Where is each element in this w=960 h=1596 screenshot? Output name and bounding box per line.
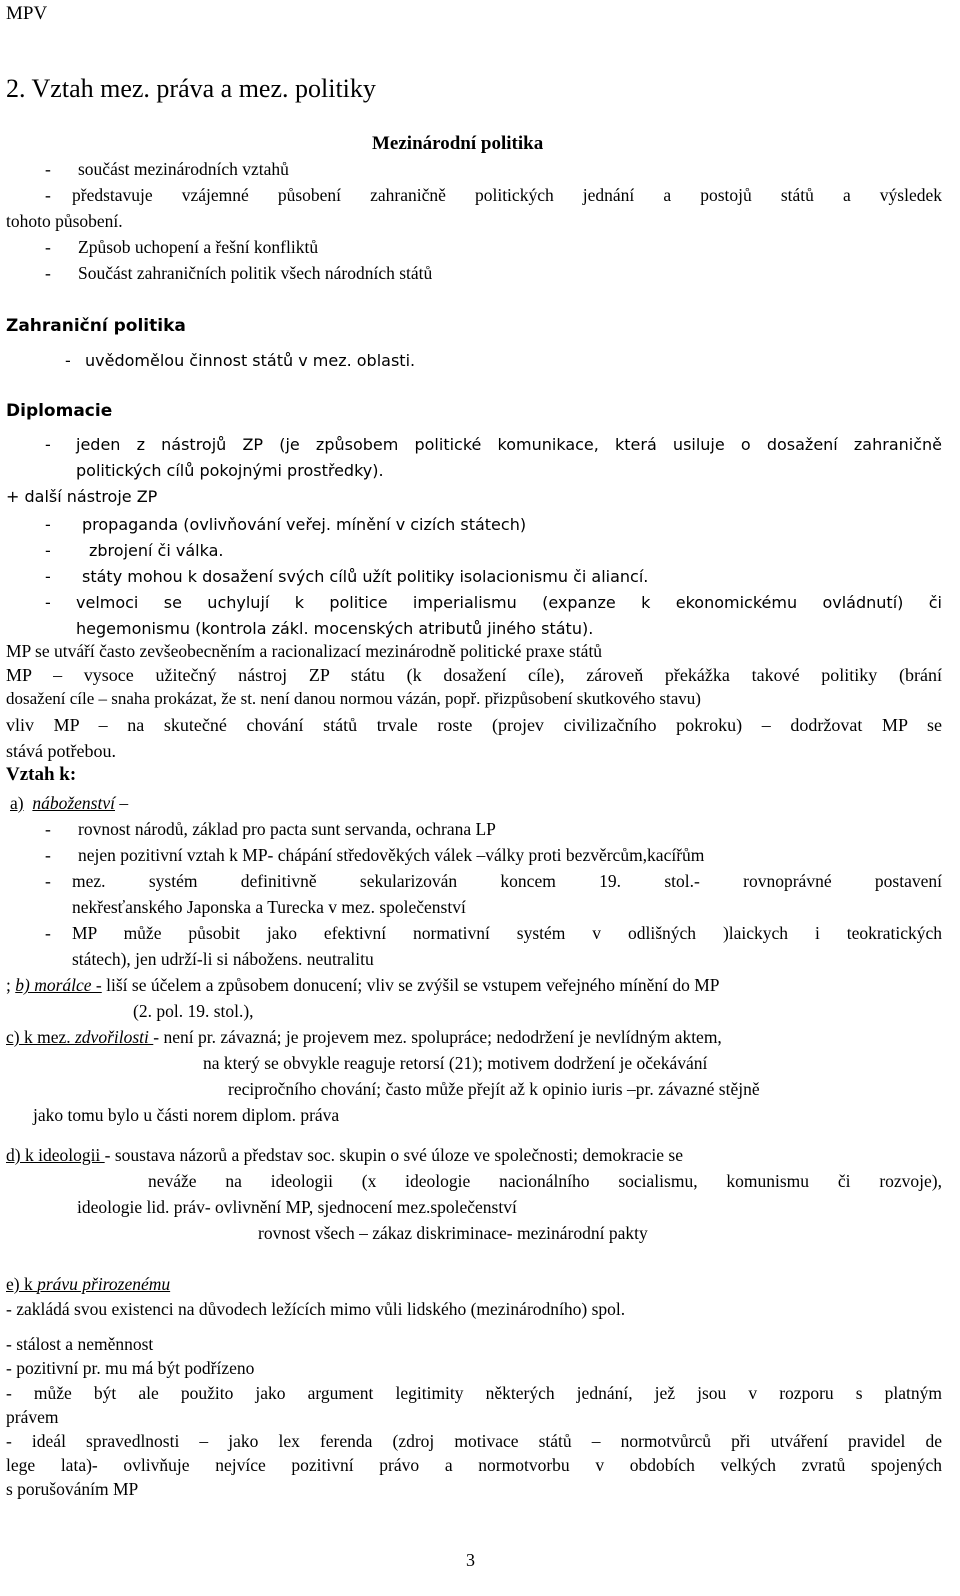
list-item: velmoci se uchylují k politice imperialismu (expanze k ekonomickému ovládnutí) či (76, 593, 942, 612)
list-item: MP může působit jako efektivní normativní systém v odlišných )laickych i teokratických (72, 923, 942, 943)
running-header: MPV (6, 3, 48, 24)
subheading-dalsi-nastroje: + další nástroje ZP (6, 487, 158, 506)
list-item: - stálost a neměnnost (6, 1334, 154, 1354)
page-number: 3 (466, 1550, 475, 1570)
subsection-c-continuation: recipročního chování; často může přejít až k opinio iuris –pr. závazné stějně (228, 1079, 760, 1099)
list-item: představuje vzájemné působení zahraničně politických jednání a postojů států a výsledek (72, 185, 942, 205)
subsection-d: d) k ideologii - soustava názorů a představ soc. skupin o své úloze ve společnosti; demokracie se (6, 1145, 683, 1165)
section-heading-vztah: Vztah k: (6, 764, 77, 785)
list-item: - ideál spravedlnosti – jako lex ferenda (zdroj motivace států – normotvůrců při utváření pravidel de (6, 1431, 942, 1451)
paragraph-continuation: stává potřebou. (6, 741, 116, 761)
subsection-c: c) k mez. zdvořilosti - není pr. závazná; je projevem mez. spolupráce; nedodržení je nevlídným aktem, (6, 1027, 722, 1047)
subsection-d-continuation: ideologie lid. práv- ovlivnění MP, sjednocení mez.společenství (77, 1197, 517, 1217)
subsection-c-continuation: jako tomu bylo u části norem diplom. práva (33, 1105, 340, 1125)
list-item-continuation: právem (6, 1407, 59, 1427)
paragraph: MP se utváří často zevšeobecněním a racionalizací mezinárodně politické praxe států (6, 641, 603, 661)
section-heading-diplomacie: Diplomacie (6, 401, 113, 421)
list-item: - pozitivní pr. mu má být podřízeno (6, 1358, 255, 1378)
list-item-continuation: politických cílů pokojnými prostředky). (76, 461, 384, 480)
list-item-continuation: nekřesťanského Japonska a Turecka v mez. společenství (72, 897, 466, 917)
list-item: - může být ale použito jako argument legitimity některých jednání, jež jsou v rozporu s platným (6, 1383, 942, 1403)
subsection-d-continuation: rovnost všech – zákaz diskriminace- mezinárodní pakty (258, 1223, 648, 1243)
subsection-a-heading: a) náboženství – (10, 793, 129, 813)
subsection-e-heading: e) k právu přirozenému (6, 1274, 171, 1294)
subsection-b-continuation: (2. pol. 19. stol.), (133, 1001, 254, 1021)
list-item: mez. systém definitivně sekularizován koncem 19. stol.- rovnoprávné postavení (72, 871, 942, 891)
list-item-continuation: lege lata)- ovlivňuje nejvíce pozitivní právo a normotvorbu v obdobích velkých zvratů spojených (6, 1455, 942, 1475)
section-heading-mp: Mezinárodní politika (372, 133, 544, 154)
paragraph: MP – vysoce užitečný nástroj ZP státu (k dosažení cíle), zároveň překážka takové politiky (brání (6, 665, 942, 685)
paragraph: vliv MP – na skutečné chování států trvale roste (projev civilizačního pokroku) – dodržovat MP se (6, 715, 942, 735)
paragraph-continuation: dosažení cíle – snaha prokázat, že st. není danou normou vázán, popř. přizpůsobení skutkového stavu) (6, 689, 701, 708)
subsection-b: ; b) morálce - liší se účelem a způsobem donucení; vliv se zvýšil se vstupem veřejného mínění do MP (6, 975, 720, 995)
list-item: jeden z nástrojů ZP (je způsobem politické komunikace, která usiluje o dosažení zahraničně (76, 435, 942, 454)
page-title: 2. Vztah mez. práva a mez. politiky (6, 74, 376, 103)
list-item-continuation: státech), jen udrží-li si nábožens. neutralitu (72, 949, 374, 969)
list-item-continuation: s porušováním MP (6, 1479, 139, 1499)
subsection-d-continuation: neváže na ideologii (x ideologie nacionálního socialismu, komunismu či rozvoje), (148, 1171, 942, 1191)
list-item: - zakládá svou existenci na důvodech ležících mimo vůli lidského (mezinárodního) spol. (6, 1299, 626, 1319)
list-item-continuation: tohoto působení. (6, 211, 123, 231)
subsection-c-continuation: na který se obvykle reaguje retorsí (21); motivem dodržení je očekávání (203, 1053, 708, 1073)
section-heading-zp: Zahraniční politika (6, 316, 186, 336)
list-item-continuation: hegemonismu (kontrola zákl. mocenských atributů jiného státu). (76, 619, 594, 638)
